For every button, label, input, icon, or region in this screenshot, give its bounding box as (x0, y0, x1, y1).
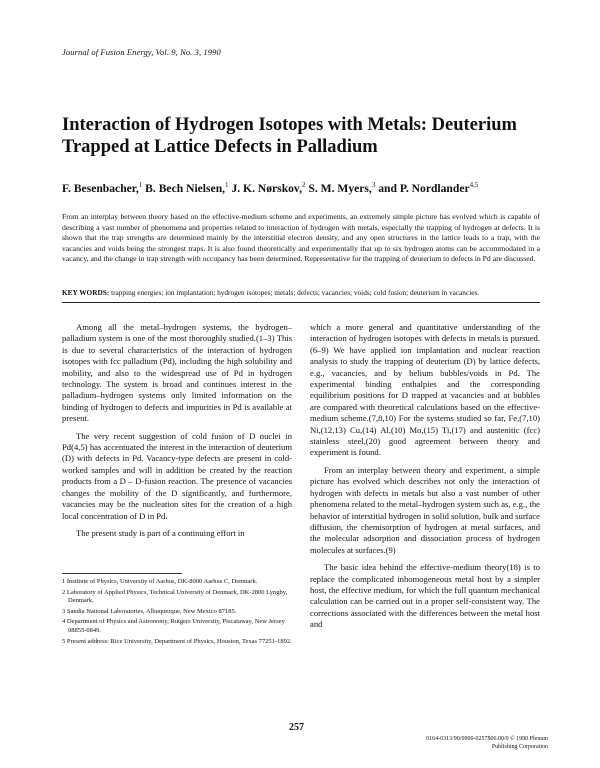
keywords-label: KEY WORDS: (62, 288, 110, 297)
footnote-divider (62, 573, 182, 574)
body-paragraph: The very recent suggestion of cold fusion of D nuclei in Pd(4,5) has accentuated the interest in the interaction of deuterium (D) with defects in Pd. Vacancy-type defects are present in cold-worked samples and will in addition be created by the reaction products from a D – D-fusion reaction. The presence of vacancies changes the mobility of the D significantly, and furthermore, vacancies may be the nucleation sites for the creation of a high local concentration of D in Pd. (62, 430, 292, 521)
left-column (62, 322, 292, 545)
paper-title: Interaction of Hydrogen Isotopes with Metals: Deuterium Trapped at Lattice Defects in Palladium (62, 115, 517, 157)
footnotes (62, 578, 292, 648)
body-paragraph: Among all the metal–hydrogen systems, the hydrogen–palladium system is one of the most thoroughly studied.(1–3) This is due to several characteristics of the interaction of hydrogen isotopes with fcc palladium (Pd), including the high solubility and mobility, and also to the widespread use of Pd in hydrogen technology. The system is broad and continues interest in the palladium–hydrogen systems only limited information on the binding of hydrogen to defects and impurities in Pd is available at present. (62, 322, 292, 424)
footnote: 3 Sandia National Laboratories, Albuquerque, New Mexico 87185. (62, 607, 237, 615)
author: S. M. Myers,$^3$ (308, 181, 376, 195)
body-paragraph: From an interplay between theory and experiment, a simple picture has evolved which describes not only the interaction of hydrogen with defects in metals but also a vast number of other phenomena related to the metal–hydrogen system such as, e.g., the behavior of interstitial hydrogen in solid solution, bulk and surface diffusion, the chemisorption of hydrogen at metal surfaces, and the molecular adsorption and dissociation process of hydrogen molecules at surfaces.(9) (310, 464, 540, 555)
keywords (62, 288, 540, 298)
divider (62, 302, 540, 303)
author: B. Bech Nielsen,$^1$ (145, 181, 229, 195)
footnote: 4 Department of Physics and Astronomy, Rutgers University, Piscataway, New Jersey 08855-0849. (62, 618, 285, 634)
footnote: 2 Laboratory of Applied Physics, Technical University of Denmark, DK-2800 Lyngby, Denmark. (62, 588, 288, 605)
author: F. Besenbacher,$^1$ (62, 181, 143, 195)
abstract: From an interplay between theory based on the effective-medium scheme and experiments, an extremely simple picture has evolved which is capable of describing a vast number of phenomena and properties related to interaction of hydrogen with metals, especially the trapping of hydrogen at defects. It is shown that the trap strengths are determined mainly by the interstitial electron density, and any open structures in the lattice leads to a trap, with the vacancies and voids being the strongest traps. It is also found theoretically and experimentally that up to six hydrogen atoms can be accommodated in a vacancy, and the change in trap strength with occupancy has been determined. Representative for the trapping of deuterium to defects in Pd are discussed. (62, 212, 540, 263)
author-list (62, 181, 562, 195)
body-paragraph: The present study is part of a continuing effort in (76, 527, 245, 538)
author: and P. Nordlander$^{4,5}$ (378, 181, 479, 195)
author: J. K. Nørskov,$^2$ (231, 181, 306, 195)
right-column (310, 322, 540, 637)
footnote: 5 Present address: Rice University, Department of Physics, Houston, Texas 77251-1892. (62, 637, 292, 645)
copyright-line: 0164-0313/90/0900-0257$06.00/0 © 1990 Plenum Publishing Corporation (426, 736, 548, 750)
body-paragraph: which a more general and quantitative understanding of the interaction of hydrogen isotopes with defects in metals is pursued.(6–9) We have applied ion implantation and nuclear reaction analysis to study the trapping of deuterium (D) by lattice defects, e.g., vacancies, and by helium bubbles/voids in Pd. The experimental binding enthalpies and the corresponding equilibrium positions for D trapped at vacancies and at bubbles are compared with theoretical calculations based on the effective-medium scheme.(7,8,10) For the systems studied so far, Fe,(7,10) Ni,(12,13) Cu,(14) Al,(10) Mo,(15) Ti,(17) and austenitic (fcc) stainless steel,(20) good agreement between theory and experiment is found. (310, 322, 540, 458)
keywords-text: trapping energies; ion implantation; hydrogen isotopes; metals; defects; vacancies; voids; cold fusion; deuterium in vacancies. (111, 288, 480, 297)
journal-line: Journal of Fusion Energy, Vol. 9, No. 3, 1990 (62, 47, 221, 57)
page-number: 257 (289, 722, 304, 733)
footnote: 1 Institute of Physics, University of Aarhus, DK-8000 Aarhus C, Denmark. (62, 578, 258, 585)
body-paragraph: The basic idea behind the effective-medium theory(18) is to replace the complicated inhomogeneous metal host by a simpler host, the effective medium, for which the full quantum mechanical calculation can be carried out in a proper self-consistent way. The corrections associated with the differences between the metal host and (310, 562, 540, 630)
